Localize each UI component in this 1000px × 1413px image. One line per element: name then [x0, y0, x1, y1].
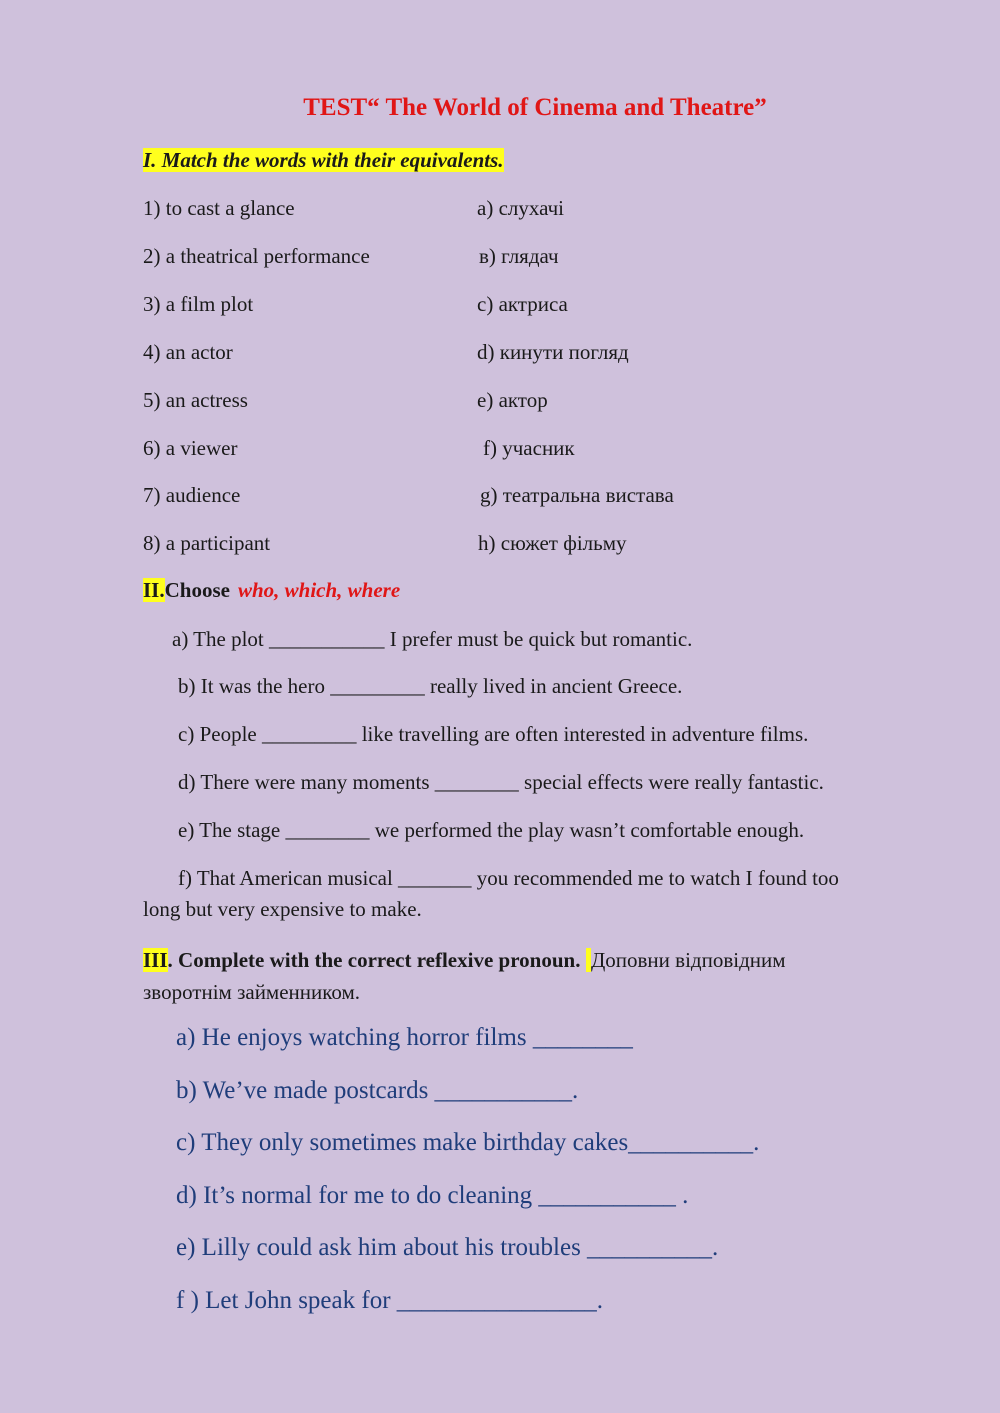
choose-sentence: c) People _________ like travelling are often interested in adventure films. — [178, 722, 809, 746]
match-left-item: 6) a viewer — [143, 436, 238, 460]
match-right-item: в) глядач — [479, 244, 559, 268]
choose-sentence: b) It was the hero _________ really lived in ancient Greece. — [178, 674, 683, 698]
reflexive-sentence: b) We’ve made postcards ___________. — [176, 1077, 579, 1104]
reflexive-sentence: d) It’s normal for me to do cleaning ___________ . — [176, 1182, 689, 1209]
choose-sentence: e) The stage ________ we performed the play wasn’t comfortable enough. — [178, 818, 805, 842]
section3-instruction-ua-line2: зворотнім займенником. — [143, 980, 361, 1004]
match-left-item: 4) an actor — [143, 340, 233, 364]
match-right-item: f) учасник — [483, 436, 575, 460]
match-right-item: e) актор — [477, 388, 548, 412]
choose-sentence: a) The plot ___________ I prefer must be quick but romantic. — [172, 627, 693, 651]
section3-number: III — [143, 948, 168, 972]
section1-heading-text: I. Match the words with their equivalents. — [143, 148, 504, 172]
section2-heading — [143, 578, 400, 603]
match-left-item: 2) a theatrical performance — [143, 244, 370, 268]
match-left-item: 3) a film plot — [143, 292, 254, 316]
section2-choice-words: who, which, where — [237, 578, 401, 602]
section2-number: II. — [143, 578, 165, 602]
choose-sentence: f) That American musical _______ you recommended me to watch I found too — [178, 866, 839, 890]
page-title: TEST“ The World of Cinema and Theatre” — [303, 94, 767, 121]
section2-label: Choose — [164, 578, 230, 602]
choose-sentence-continuation: long but very expensive to make. — [143, 897, 422, 921]
match-right-item: c) актриса — [477, 292, 568, 316]
choose-sentence: d) There were many moments ________ special effects were really fantastic. — [178, 770, 824, 794]
section1-heading — [143, 148, 504, 173]
reflexive-sentence: a) He enjoys watching horror films ________ — [176, 1024, 633, 1051]
section3-heading — [143, 944, 923, 1008]
reflexive-sentence: c) They only sometimes make birthday cakes__________. — [176, 1129, 760, 1156]
match-left-item: 5) an actress — [143, 388, 248, 412]
match-left-item: 1) to cast a glance — [143, 196, 295, 220]
reflexive-sentence: e) Lilly could ask him about his troubles __________. — [176, 1234, 719, 1261]
section3-instruction: . Complete with the correct reflexive pronoun. — [167, 948, 581, 972]
match-right-item: h) сюжет фільму — [478, 531, 627, 555]
section3-instruction-ua: Доповни відповідним — [590, 948, 786, 972]
match-left-item: 7) audience — [143, 483, 241, 507]
match-left-item: 8) a participant — [143, 531, 271, 555]
match-right-item: g) театральна вистава — [480, 483, 674, 507]
match-right-item: a) слухачі — [477, 196, 564, 220]
reflexive-sentence: f ) Let John speak for ________________. — [176, 1287, 604, 1314]
match-right-item: d) кинути погляд — [477, 340, 629, 364]
